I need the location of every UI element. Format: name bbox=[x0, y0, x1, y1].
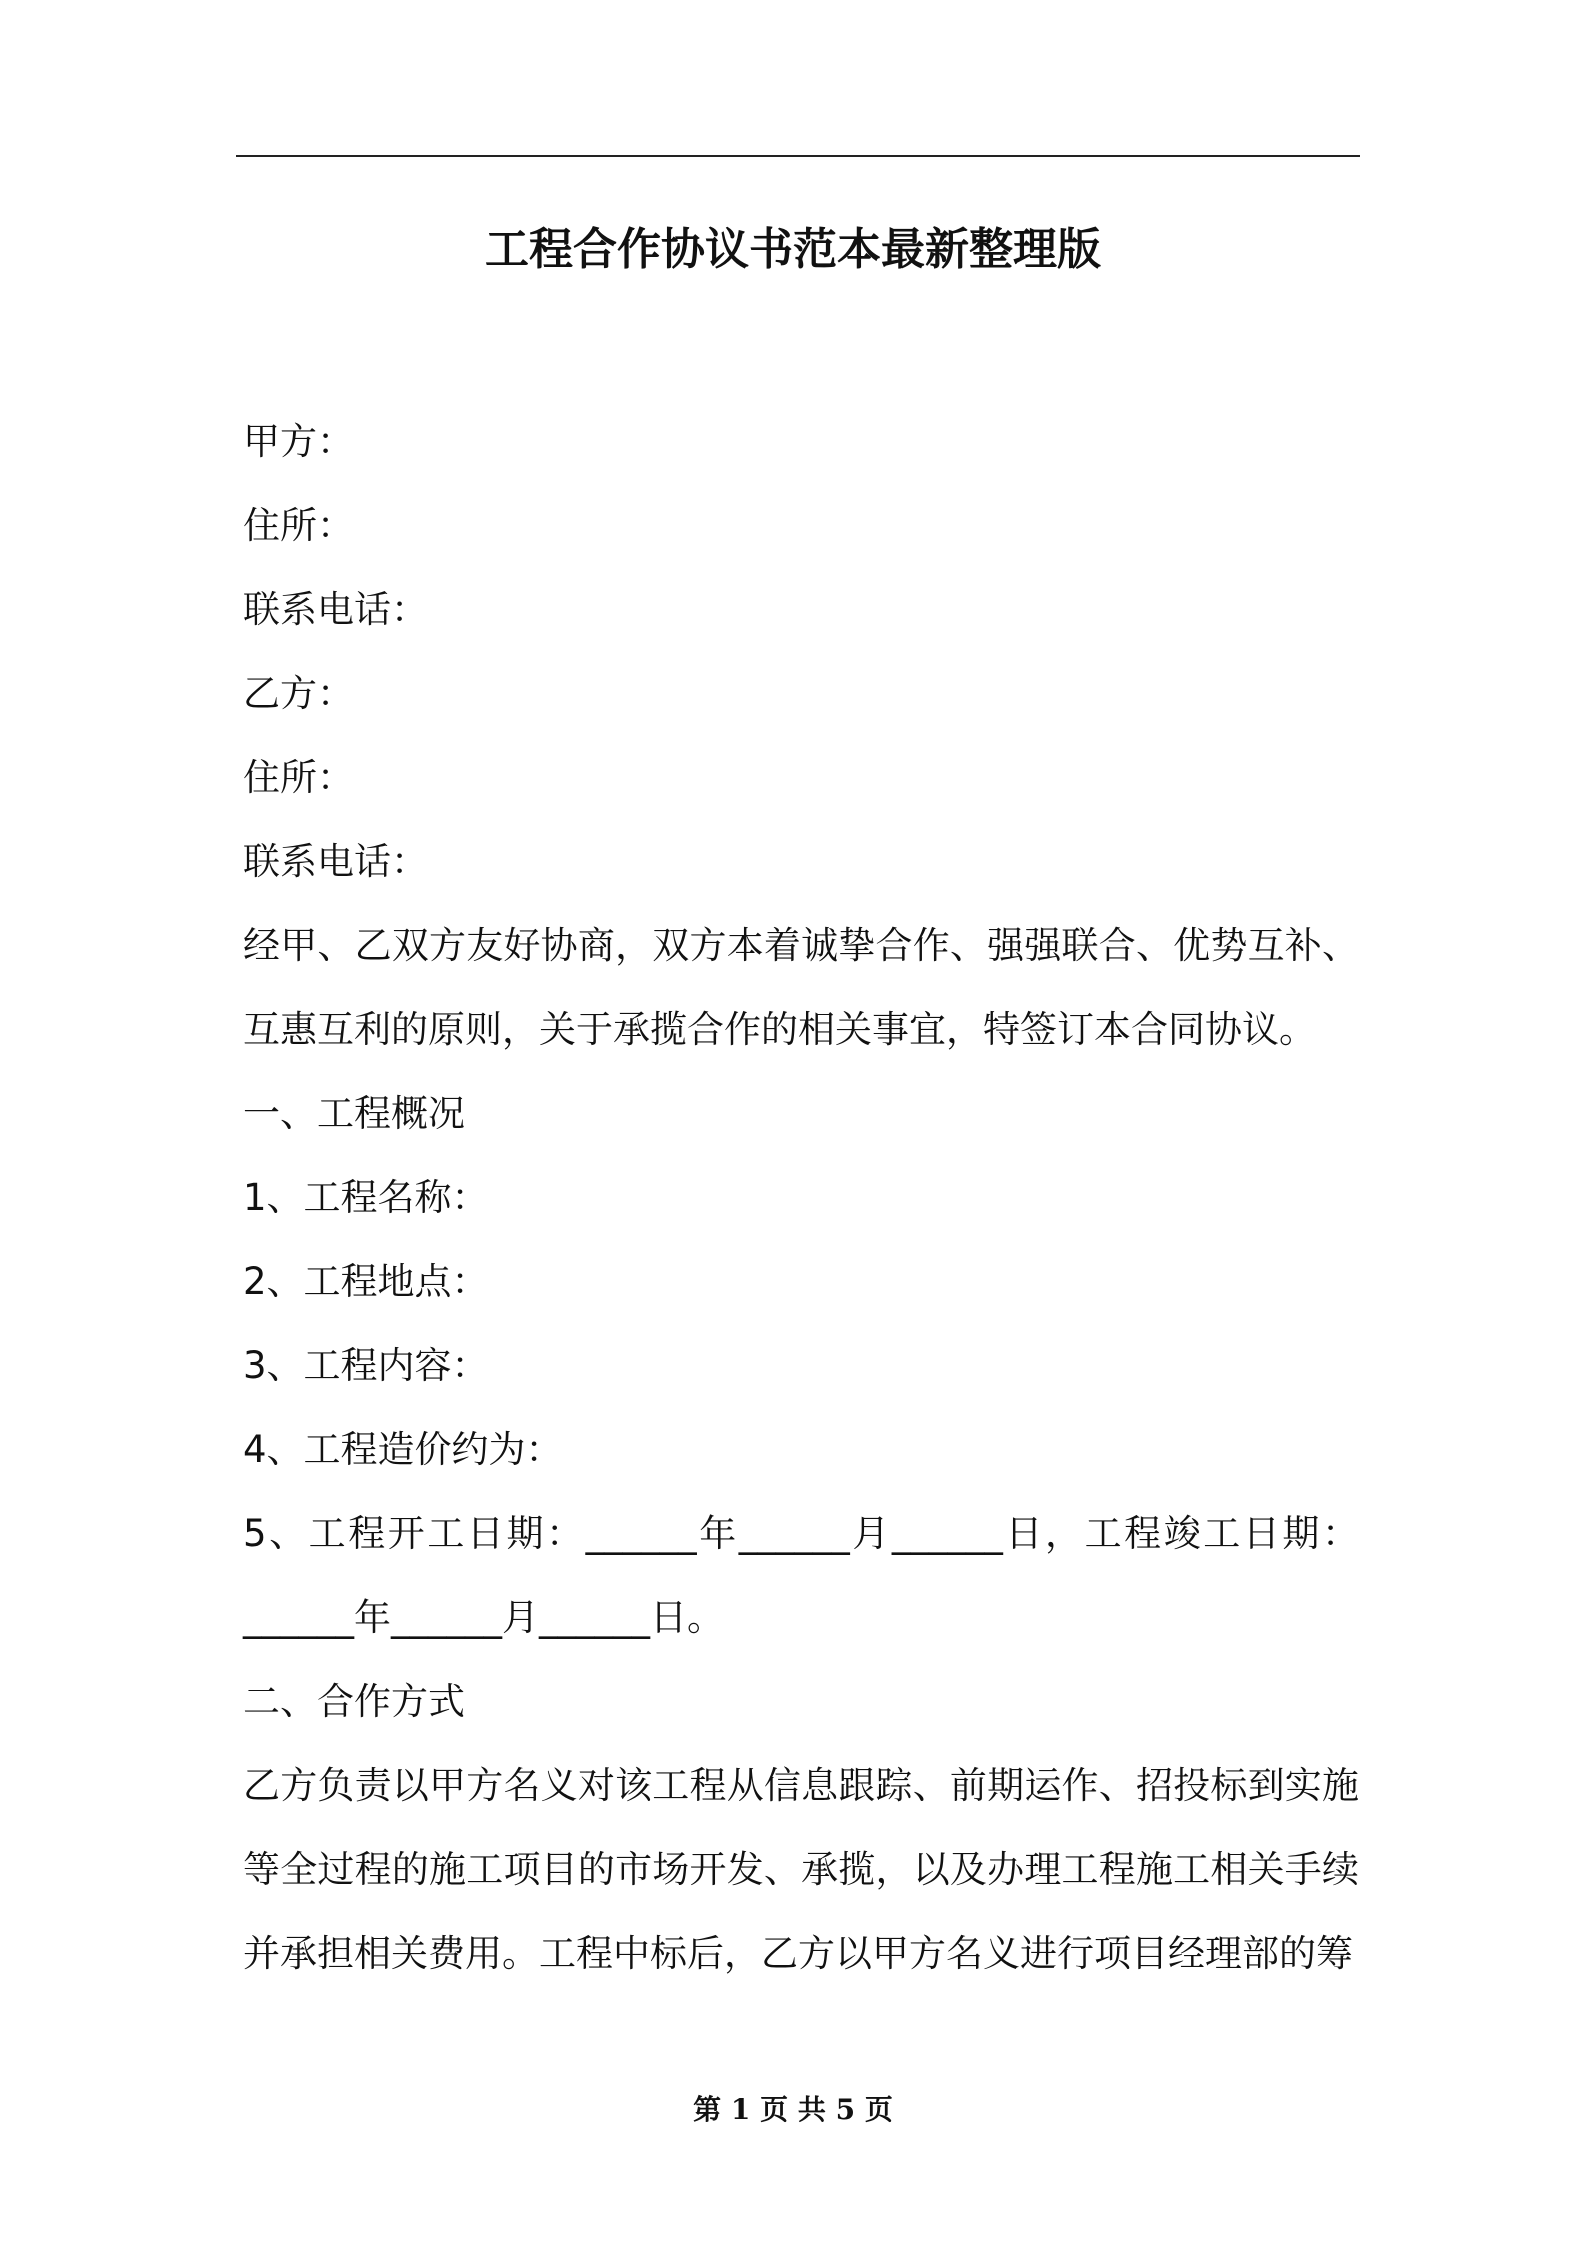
party-b-phone-line: 联系电话： bbox=[243, 840, 428, 883]
party-a-address-line: 住所： bbox=[243, 504, 354, 547]
document-body bbox=[243, 400, 1359, 1996]
party-b-line: 乙方： bbox=[243, 672, 354, 715]
project-location-line: 2、工程地点： bbox=[243, 1260, 489, 1303]
project-dates-paragraph: 5、工程开工日期：______年______月______日，工程竣工日期：______年______月______日。 bbox=[243, 1512, 1359, 1639]
section-2-heading: 二、合作方式 bbox=[243, 1680, 465, 1723]
project-cost-line: 4、工程造价约为： bbox=[243, 1428, 563, 1471]
project-name-line: 1、工程名称： bbox=[243, 1176, 489, 1219]
party-b-address-line: 住所： bbox=[243, 756, 354, 799]
header-rule bbox=[236, 155, 1360, 157]
intro-paragraph: 经甲、乙双方友好协商，双方本着诚挚合作、强强联合、优势互补、互惠互利的原则，关于承揽合作的相关事宜，特签订本合同协议。 bbox=[243, 924, 1359, 1051]
party-a-phone-line: 联系电话： bbox=[243, 588, 428, 631]
cooperation-paragraph: 乙方负责以甲方名义对该工程从信息跟踪、前期运作、招投标到实施等全过程的施工项目的市场开发、承揽，以及办理工程施工相关手续并承担相关费用。工程中标后，乙方以甲方名义进行项目经理部的筹 bbox=[243, 1764, 1359, 1975]
project-content-line: 3、工程内容： bbox=[243, 1344, 489, 1387]
document-title: 工程合作协议书范本最新整理版 bbox=[485, 224, 1101, 275]
party-a-line: 甲方： bbox=[243, 420, 354, 463]
page-number: 第 1 页 共 5 页 bbox=[693, 2093, 893, 2126]
section-1-heading: 一、工程概况 bbox=[243, 1092, 465, 1135]
